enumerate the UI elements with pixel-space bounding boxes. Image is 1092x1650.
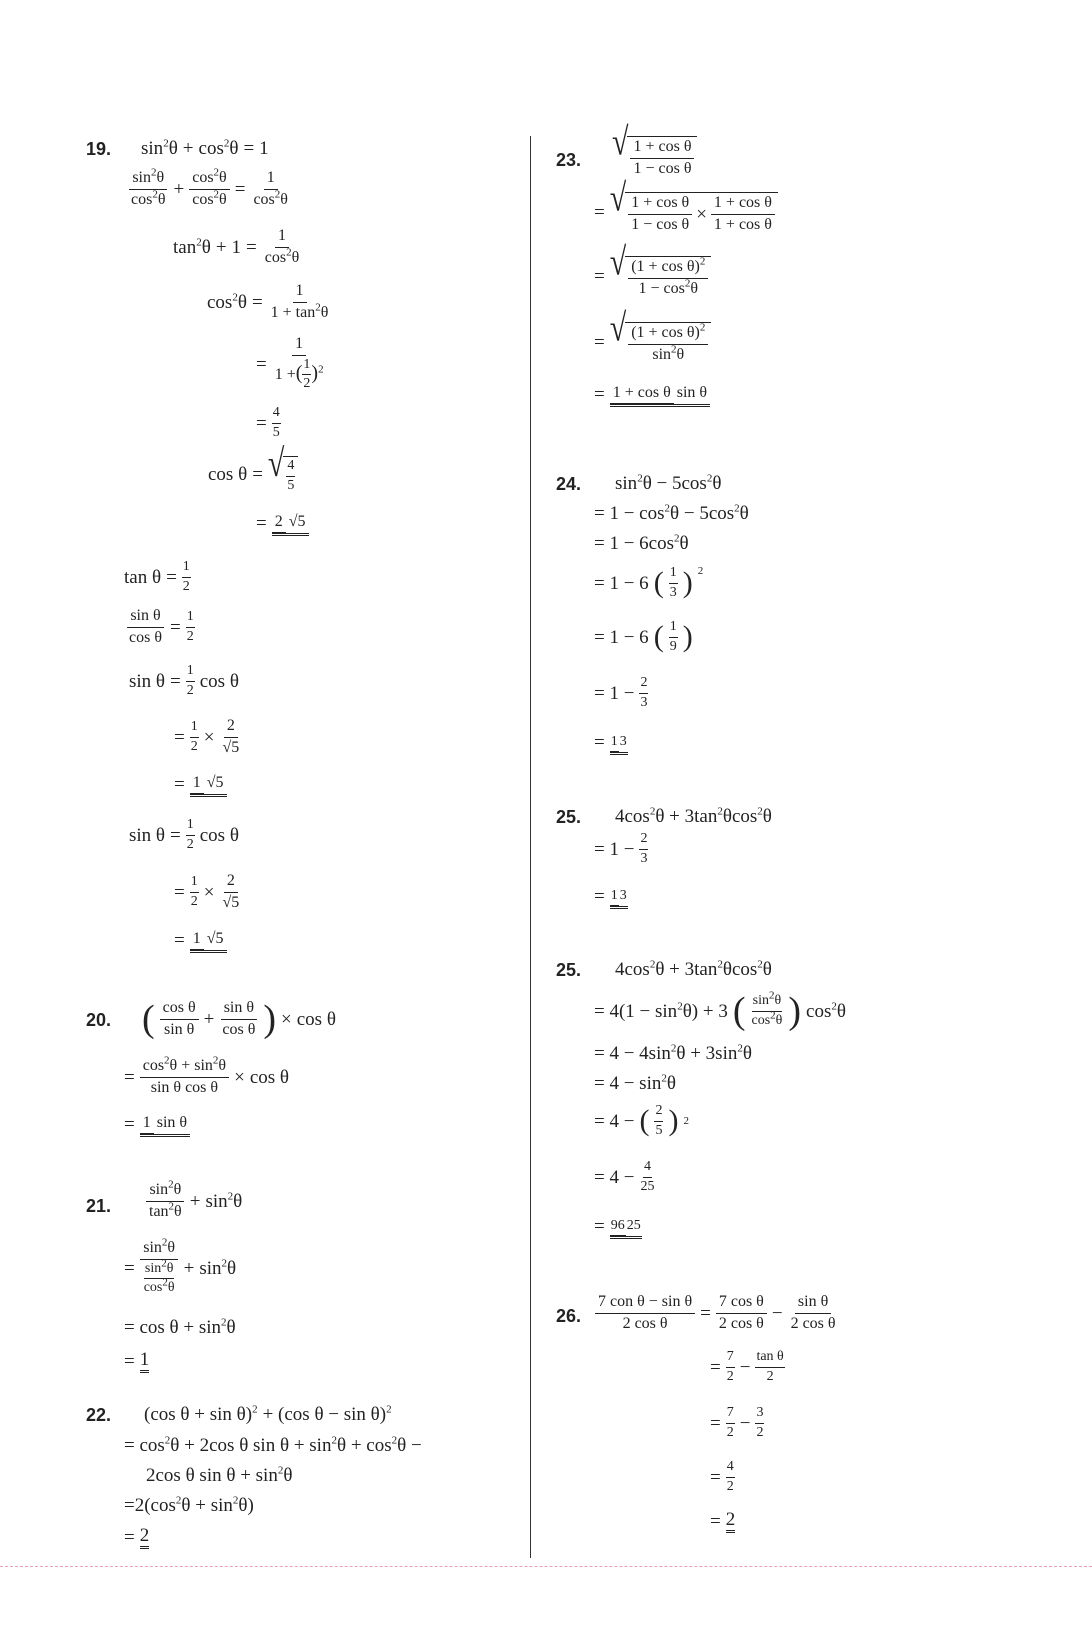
question-number-19: 19.: [86, 139, 112, 159]
q23-line-4: = √ $\frac{(1 + \cos \theta)^2}{\sin^2\theta}$: [594, 322, 711, 364]
q19-line-9: tan θ = $\frac{1}{2}$: [124, 559, 190, 594]
q25a-line-2: = 1 − $\frac{2}{3}$: [594, 831, 648, 866]
question-number-22: 22.: [86, 1405, 112, 1425]
q26-line-4: = $\frac{4}{2}$: [710, 1459, 734, 1494]
q23-line-2: = √ $\frac{\text{1 + cos θ}}{\text{1 − cos θ}}$ × $\frac{\text{1 + cos θ}}{\text{1 + cos θ}}$: [594, 192, 778, 234]
q19-line-10: $\frac{\text{sin θ}}{\text{cos θ}}$ = $\frac{1}{2}$: [129, 607, 194, 646]
q21-line-4: = 1: [124, 1349, 150, 1372]
q19-line-7: cos θ = √ $\frac{4}{5}$: [208, 456, 298, 493]
q23-line-1: √ $\frac{\text{1 + cos θ}}{\text{1 − cos θ}}$: [612, 136, 697, 178]
q21-line-3: = $\cos \theta + \sin^2\theta$: [124, 1316, 236, 1338]
q25a-line-1: $4\cos^2\theta + 3\tan^2\theta\cos^2\theta$: [615, 805, 772, 827]
q22-line-4: $=2(\cos^2\theta + \sin^2\theta)$: [124, 1494, 254, 1516]
q19-line-5: = 1 1 +( $\frac{1}{2}$ )$^2$: [256, 335, 324, 392]
q25b-line-2: = $4(1 - \sin^2\theta) + 3$ ( $\frac{\sin^2\theta}{\cos^2\theta}$ ) $\cos^2\theta$: [594, 989, 846, 1032]
q24-line-1: $\sin^2\theta - 5\cos^2\theta$: [615, 472, 722, 494]
q26-line-2: = $\frac{7}{2}$ − $\frac{\text{tan θ}}{2}$: [710, 1349, 784, 1384]
q25b-line-3: = $4 - 4\sin^2\theta + 3\sin^2\theta$: [594, 1042, 752, 1064]
q19-line-15: = $\frac{1}{2}$ × $\frac{2}{√5}$: [174, 872, 240, 911]
q20-line-2: = $\frac{\cos^2\theta + \sin^2\theta}{\text{sin θ cos θ}}$ × cos θ: [124, 1054, 289, 1096]
q26-line-1: $\frac{\text{7 con θ − sin θ}}{\text{2 cos θ}}$ = $\frac{\text{7 cos θ}}{\text{2 cos θ}}$ − $\frac{\text{sin θ}}{\text{2 cos θ}}$: [595, 1294, 839, 1333]
q19-line-1: $\sin^2\theta$ + $\cos^2\theta$ = 1: [141, 137, 269, 159]
q22-line-5: = 2: [124, 1525, 150, 1548]
question-number-26: 26.: [556, 1306, 582, 1326]
q19-line-3: $\tan^2\theta$ + 1 = $\frac{1}{\cos^2\theta}$: [173, 227, 300, 266]
q24-line-6: = 1 − $\frac{2}{3}$: [594, 675, 648, 710]
q20-line-1: ( $\frac{\text{cos θ}}{\text{sin θ}}$ + $\frac{\text{sin θ}}{\text{cos θ}}$ ) × cos θ: [142, 998, 336, 1041]
q26-line-5: = 2: [710, 1509, 736, 1532]
q22-line-2: = $\cos^2\theta + 2\cos$ θ $\sin \theta + \sin^2\theta + \cos^2\theta$ −: [124, 1434, 422, 1456]
q19-line-13: = 1 √5: [174, 772, 227, 797]
q22-line-1: (cos θ + sin θ)$^2$ + (cos θ − sin θ)$^2$: [144, 1403, 392, 1425]
q25b-line-7: = 96 25: [594, 1215, 641, 1237]
q19-line-14: sin θ = $\frac{1}{2}$ cos θ: [129, 817, 239, 852]
q21-line-1: $\frac{\sin^2\theta}{\tan^2\theta}$ + $\sin^2\theta$: [146, 1182, 242, 1221]
q19-line-12: = $\frac{1}{2}$ × $\frac{2}{√5}$: [174, 717, 240, 756]
q23-line-5: = 1 + cos θ sin θ: [594, 382, 710, 407]
q19-line-11: sin θ = $\frac{1}{2}$ cos θ: [129, 663, 239, 698]
column-divider: [530, 136, 531, 1558]
q24-line-2: = $1 - \cos^2\theta - 5\cos^2\theta$: [594, 502, 749, 524]
q21-line-2: = $\frac{\sin^2\theta}{\frac{\sin^2\theta}{\cos^2\theta}}$ + $\sin^2\theta$: [124, 1236, 237, 1296]
q25a-line-3: = 1 3: [594, 885, 627, 907]
q25b-line-1: $4\cos^2\theta + 3\tan^2\theta\cos^2\theta$: [615, 958, 772, 980]
question-number-25a: 25.: [556, 807, 582, 827]
q19-line-2: $\frac{\sin^2\theta}{\cos^2\theta}$ + $\frac{\cos^2\theta}{\cos^2\theta}$ = $\frac{1}{\cos^2\theta}$: [131, 166, 288, 208]
q25b-line-4: = $4 - \sin^2\theta$: [594, 1072, 676, 1094]
question-number-23: 23.: [556, 150, 582, 170]
q19-line-4: $\cos^2\theta$ = $\frac{1}{1 + \tan^2\theta}$: [207, 282, 329, 321]
q19-line-16: = 1 √5: [174, 928, 227, 953]
q20-line-3: = 1 sin θ: [124, 1112, 190, 1137]
q24-line-3: = $1 - 6\cos^2\theta$: [594, 532, 689, 554]
q24-line-7: = 1 3: [594, 731, 627, 753]
question-number-25b: 25.: [556, 960, 582, 980]
q19-line-6: = $\frac{4}{5}$: [256, 405, 280, 440]
question-number-21: 21.: [86, 1196, 112, 1216]
page-bottom-dashed-line: [0, 1566, 1092, 1567]
q25b-line-5: = 4 − ( $\frac{2}{5}$ ) 2: [594, 1103, 689, 1138]
q24-line-5: = 1 − 6 ( $\frac{1}{9}$ ): [594, 619, 693, 654]
q25b-line-6: = 4 − $\frac{4}{25}$: [594, 1159, 655, 1194]
q23-line-3: = √ $\frac{(1 + \cos \theta)^2}{1 - \cos^2\theta}$: [594, 256, 711, 298]
question-number-24: 24.: [556, 474, 582, 494]
q22-line-3: 2cos θ $\sin \theta + \sin^2\theta$: [146, 1464, 293, 1486]
q19-line-8: = 2 √5: [256, 511, 309, 536]
q24-line-4: = 1 − 6 ( $\frac{1}{3}$ ) 2: [594, 565, 704, 600]
question-number-20: 20.: [86, 1010, 112, 1030]
q26-line-3: = $\frac{7}{2}$ − $\frac{3}{2}$: [710, 1405, 764, 1440]
